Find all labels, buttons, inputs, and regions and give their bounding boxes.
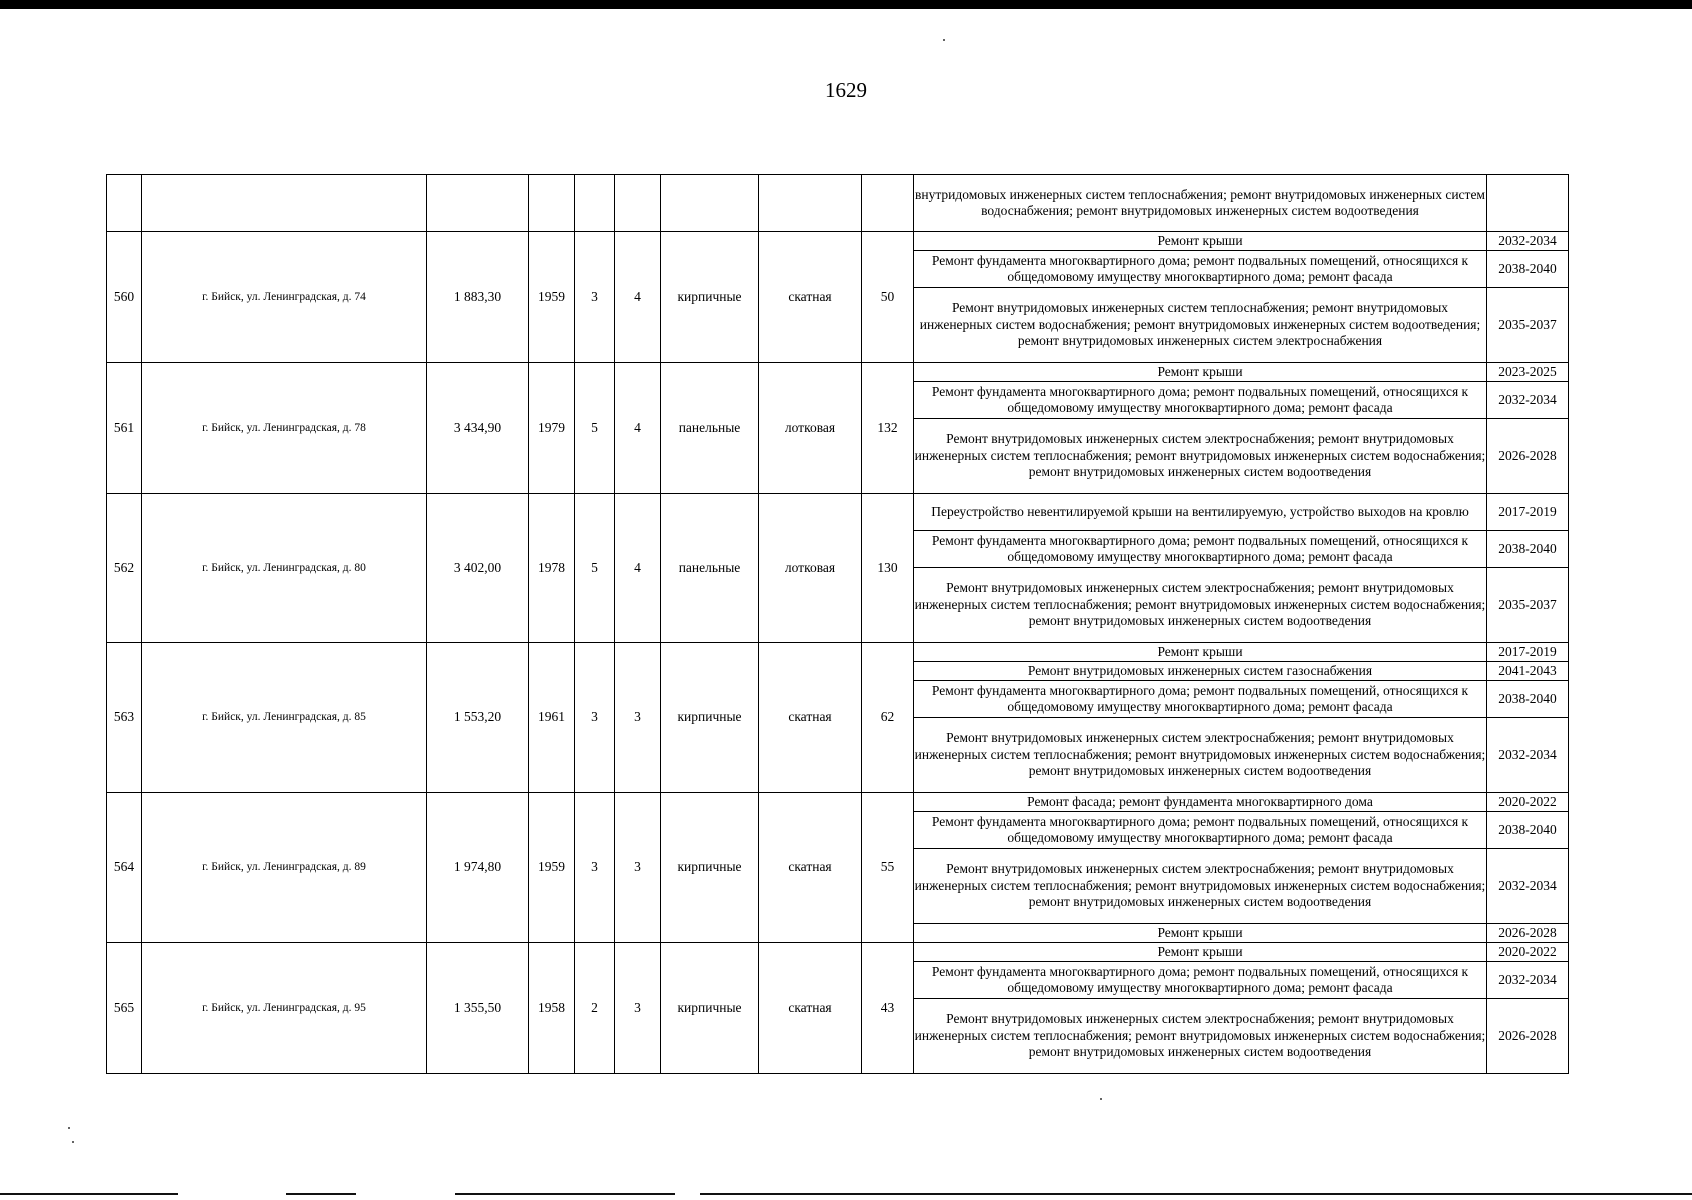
build-year: 1961 (529, 643, 575, 793)
continuation-row (107, 175, 1569, 232)
repair-period: 2026-2028 (1487, 999, 1569, 1074)
address: г. Бийск, ул. Ленинградская, д. 95 (142, 943, 427, 1074)
repair-period: 2038-2040 (1487, 812, 1569, 849)
work-description: Ремонт крыши (914, 232, 1487, 251)
repair-period: 2032-2034 (1487, 962, 1569, 999)
entrances-count: 3 (615, 793, 661, 943)
repair-period: 2026-2028 (1487, 419, 1569, 494)
build-year: 1959 (529, 232, 575, 363)
entrances-count: 3 (615, 943, 661, 1074)
bottom-scan-line (455, 1193, 675, 1195)
build-year: 1959 (529, 793, 575, 943)
floors-count: 2 (575, 943, 615, 1074)
wall-material: кирпичные (661, 643, 759, 793)
roof-type: скатная (759, 943, 862, 1074)
wall-material: панельные (661, 363, 759, 494)
bottom-scan-line (286, 1193, 356, 1195)
build-year: 1978 (529, 494, 575, 643)
table-body (107, 175, 1569, 1074)
repair-period: 2038-2040 (1487, 681, 1569, 718)
residents-count: 43 (862, 943, 914, 1074)
total-area: 3 402,00 (427, 494, 529, 643)
scan-speck (1100, 1098, 1102, 1100)
repair-period: 2023-2025 (1487, 363, 1569, 382)
work-description: Ремонт внутридомовых инженерных систем электроснабжения; ремонт внутридомовых инженерных систем теплоснабжения; ремонт внутридомовых инженерных систем водоснабжения; ремонт внутридомовых инженерных систем водоотведения (914, 849, 1487, 924)
work-description: Ремонт внутридомовых инженерных систем газоснабжения (914, 662, 1487, 681)
work-description: Ремонт фундамента многоквартирного дома; ремонт подвальных помещений, относящихся к общедомовому имуществу многоквартирного дома; ремонт фасада (914, 382, 1487, 419)
repair-period: 2026-2028 (1487, 924, 1569, 943)
wall-material: панельные (661, 494, 759, 643)
residents-count: 130 (862, 494, 914, 643)
capital-repair-table (106, 174, 1569, 1074)
total-area: 1 974,80 (427, 793, 529, 943)
house-number: 562 (107, 494, 142, 643)
work-description: Ремонт фундамента многоквартирного дома; ремонт подвальных помещений, относящихся к общедомовому имуществу многоквартирного дома; ремонт фасада (914, 962, 1487, 999)
page-number: 1629 (825, 78, 867, 102)
house-number: 564 (107, 793, 142, 943)
entrances-count: 4 (615, 363, 661, 494)
work-description: Ремонт крыши (914, 363, 1487, 382)
cell-empty (575, 175, 615, 232)
total-area: 1 553,20 (427, 643, 529, 793)
wall-material: кирпичные (661, 232, 759, 363)
house-number: 560 (107, 232, 142, 363)
work-description: Ремонт фундамента многоквартирного дома; ремонт подвальных помещений, относящихся к общедомовому имуществу многоквартирного дома; ремонт фасада (914, 531, 1487, 568)
repair-period: 2041-2043 (1487, 662, 1569, 681)
cell-empty (1487, 175, 1569, 232)
residents-count: 132 (862, 363, 914, 494)
roof-type: скатная (759, 232, 862, 363)
roof-type: лотковая (759, 494, 862, 643)
house-number: 565 (107, 943, 142, 1074)
floors-count: 3 (575, 643, 615, 793)
work-description: Ремонт крыши (914, 643, 1487, 662)
repair-period: 2032-2034 (1487, 382, 1569, 419)
wall-material: кирпичные (661, 793, 759, 943)
address: г. Бийск, ул. Ленинградская, д. 78 (142, 363, 427, 494)
build-year: 1958 (529, 943, 575, 1074)
entrances-count: 4 (615, 232, 661, 363)
roof-type: лотковая (759, 363, 862, 494)
repair-period: 2032-2034 (1487, 718, 1569, 793)
address: г. Бийск, ул. Ленинградская, д. 80 (142, 494, 427, 643)
address: г. Бийск, ул. Ленинградская, д. 85 (142, 643, 427, 793)
address: г. Бийск, ул. Ленинградская, д. 74 (142, 232, 427, 363)
work-description: Ремонт фасада; ремонт фундамента многоквартирного дома (914, 793, 1487, 812)
cell-empty (427, 175, 529, 232)
cell-empty (862, 175, 914, 232)
repair-period: 2032-2034 (1487, 849, 1569, 924)
floors-count: 3 (575, 793, 615, 943)
work-description: Ремонт внутридомовых инженерных систем электроснабжения; ремонт внутридомовых инженерных систем теплоснабжения; ремонт внутридомовых инженерных систем водоснабжения; ремонт внутридомовых инженерных систем водоотведения (914, 568, 1487, 643)
residents-count: 55 (862, 793, 914, 943)
work-description: Переустройство невентилируемой крыши на вентилируемую, устройство выходов на кровлю (914, 494, 1487, 531)
repair-period: 2017-2019 (1487, 643, 1569, 662)
bottom-scan-line (0, 1193, 178, 1195)
scan-speck (68, 1127, 70, 1129)
floors-count: 3 (575, 232, 615, 363)
work-description: внутридомовых инженерных систем теплоснабжения; ремонт внутридомовых инженерных систем водоснабжения; ремонт внутридомовых инженерных систем водоотведения (914, 175, 1487, 232)
cell-empty (759, 175, 862, 232)
repair-period: 2038-2040 (1487, 251, 1569, 288)
table-row (107, 363, 1569, 382)
work-description: Ремонт фундамента многоквартирного дома; ремонт подвальных помещений, относящихся к общедомовому имуществу многоквартирного дома; ремонт фасада (914, 251, 1487, 288)
floors-count: 5 (575, 363, 615, 494)
floors-count: 5 (575, 494, 615, 643)
work-description: Ремонт крыши (914, 924, 1487, 943)
work-description: Ремонт внутридомовых инженерных систем электроснабжения; ремонт внутридомовых инженерных систем теплоснабжения; ремонт внутридомовых инженерных систем водоснабжения; ремонт внутридомовых инженерных систем водоотведения (914, 999, 1487, 1074)
work-description: Ремонт внутридомовых инженерных систем теплоснабжения; ремонт внутридомовых инженерных систем водоснабжения; ремонт внутридомовых инженерных систем водоотведения; ремонт внутридомовых инженерных систем электроснабжения (914, 288, 1487, 363)
table-row (107, 494, 1569, 531)
residents-count: 50 (862, 232, 914, 363)
repair-period: 2032-2034 (1487, 232, 1569, 251)
work-description: Ремонт фундамента многоквартирного дома; ремонт подвальных помещений, относящихся к общедомовому имуществу многоквартирного дома; ремонт фасада (914, 812, 1487, 849)
total-area: 1 355,50 (427, 943, 529, 1074)
entrances-count: 4 (615, 494, 661, 643)
cell-empty (142, 175, 427, 232)
scan-speck (943, 39, 945, 41)
top-border (0, 0, 1692, 9)
work-description: Ремонт внутридомовых инженерных систем электроснабжения; ремонт внутридомовых инженерных систем теплоснабжения; ремонт внутридомовых инженерных систем водоснабжения; ремонт внутридомовых инженерных систем водоотведения (914, 718, 1487, 793)
repair-period: 2017-2019 (1487, 494, 1569, 531)
work-description: Ремонт крыши (914, 943, 1487, 962)
wall-material: кирпичные (661, 943, 759, 1074)
roof-type: скатная (759, 793, 862, 943)
house-number: 561 (107, 363, 142, 494)
address: г. Бийск, ул. Ленинградская, д. 89 (142, 793, 427, 943)
build-year: 1979 (529, 363, 575, 494)
total-area: 1 883,30 (427, 232, 529, 363)
repair-period: 2020-2022 (1487, 793, 1569, 812)
cell-empty (107, 175, 142, 232)
repair-period: 2035-2037 (1487, 568, 1569, 643)
repair-period: 2035-2037 (1487, 288, 1569, 363)
table-row (107, 943, 1569, 962)
repair-period: 2038-2040 (1487, 531, 1569, 568)
entrances-count: 3 (615, 643, 661, 793)
cell-empty (615, 175, 661, 232)
table-row (107, 232, 1569, 251)
bottom-scan-line (700, 1193, 1692, 1195)
scan-speck (72, 1141, 74, 1143)
table-row (107, 643, 1569, 662)
cell-empty (529, 175, 575, 232)
total-area: 3 434,90 (427, 363, 529, 494)
house-number: 563 (107, 643, 142, 793)
residents-count: 62 (862, 643, 914, 793)
roof-type: скатная (759, 643, 862, 793)
work-description: Ремонт внутридомовых инженерных систем электроснабжения; ремонт внутридомовых инженерных систем теплоснабжения; ремонт внутридомовых инженерных систем водоснабжения; ремонт внутридомовых инженерных систем водоотведения (914, 419, 1487, 494)
repair-period: 2020-2022 (1487, 943, 1569, 962)
cell-empty (661, 175, 759, 232)
table-row (107, 793, 1569, 812)
work-description: Ремонт фундамента многоквартирного дома; ремонт подвальных помещений, относящихся к общедомовому имуществу многоквартирного дома; ремонт фасада (914, 681, 1487, 718)
